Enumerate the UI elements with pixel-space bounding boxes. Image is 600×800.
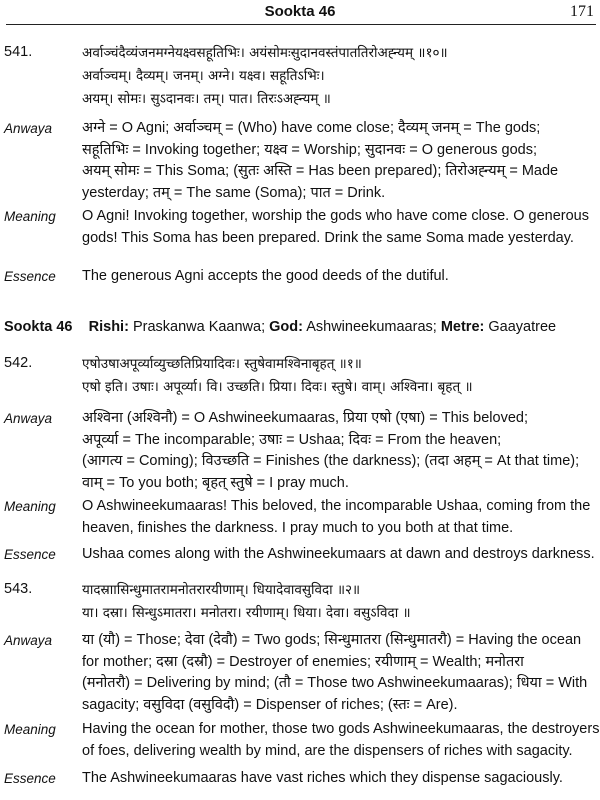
essence-text [82, 266, 592, 288]
text-line: अपूर्व्या = The incomparable; उषाः = Ushaa; दिवः = From the heaven; [82, 431, 502, 448]
meaning-label: Meaning [4, 499, 56, 514]
text-line: O Ashwineekumaaras! This beloved, the incomparable Ushaa, coming from the [82, 498, 591, 514]
meaning-text [82, 496, 592, 539]
metre-name: Gaayatree [488, 319, 557, 335]
verse-text-line: अर्वाञ्चंदैव्यंजनमग्नेयक्ष्वसहूतिभिः। अयंसोमःसुदानवस्तंपाततिरोअह्न्यम् ॥१०॥ [82, 45, 448, 61]
text-line: अश्विना (अश्विनौ) = O Ashwineekumaaras, प्रिया एषो (एषा) = This beloved; [82, 410, 528, 426]
verse-text-line: एषोउषाअपूर्व्याव्युच्छतिप्रियादिवः। स्तुषेवामश्विनाबृहत् ॥१॥ [82, 356, 362, 372]
padapatha-line: या। दस्रा। सिन्धुऽमातरा। मनोतरा। रयीणाम्। धिया। देवा। वसुऽविदा ॥ [82, 605, 411, 621]
essence-text [82, 768, 592, 790]
text-line: Ushaa comes along with the Ashwineekumaars at dawn and destroys darkness. [82, 546, 595, 562]
text-line: gods! This Soma has been prepared. Drink the same Soma made yesterday. [82, 229, 574, 246]
meaning-label: Meaning [4, 209, 56, 224]
text-line: अग्ने = O Agni; अर्वाञ्चम् = (Who) have come close; दैव्यम् जनम् = The gods; [82, 120, 541, 136]
anwaya-text [82, 630, 592, 716]
sookta-number: Sookta 46 [4, 319, 73, 335]
anwaya-label: Anwaya [4, 633, 53, 648]
header-rule [6, 24, 596, 25]
essence-label: Essence [4, 771, 56, 786]
anwaya-text [82, 118, 592, 204]
verse-number: 541. [4, 44, 33, 60]
padapatha-line: एषो इति। उषाः। अपूर्व्या। वि। उच्छति। प्रिया। दिवः। स्तुषे। वाम्। अश्विना। बृहत् ॥ [82, 379, 473, 395]
text-line: yesterday; तम् = The same (Soma); पात = Drink. [82, 184, 386, 201]
running-title: Sookta 46 [264, 3, 336, 20]
anwaya-text [82, 408, 592, 494]
essence-label: Essence [4, 547, 56, 562]
text-line: O Agni! Invoking together, worship the gods who have come close. O generous [82, 208, 589, 224]
text-line: The generous Agni accepts the good deeds of the dutiful. [82, 268, 449, 284]
anwaya-label: Anwaya [4, 121, 53, 136]
text-line: सहूतिभिः = Invoking together; यक्ष्व = Worship; सुदानवः = O generous gods; [82, 141, 537, 158]
rishi-label: Rishi: [88, 319, 129, 335]
padapatha-line: अर्वाञ्चम्। दैव्यम्। जनम्। अग्ने। यक्ष्व। सहूतिऽभिः। [82, 68, 325, 84]
text-line: of foes, delivering wealth by mind, are the dispensers of riches with sagacity. [82, 742, 573, 759]
verse-number: 543. [4, 581, 33, 597]
essence-label: Essence [4, 269, 56, 284]
text-line: अयम् सोमः = This Soma; (सुतः अस्ति = Has been prepared); तिरोअह्न्यम् = Made [82, 163, 559, 179]
anwaya-label: Anwaya [4, 411, 53, 426]
text-line: for mother; दस्रा (दस्रौ) = Destroyer of enemies; रयीणाम् = Wealth; मनोतरा [82, 653, 524, 670]
text-line: The Ashwineekumaaras have vast riches which they dispense sagaciously. [82, 770, 563, 786]
page-header [0, 0, 600, 24]
text-line: (आगत्य = Coming); विउच्छति = Finishes (the darkness); (तदा अहम् = At that time); [82, 453, 580, 469]
meaning-text [82, 719, 600, 762]
god-name: Ashwineekumaaras; [306, 319, 437, 335]
essence-text [82, 544, 595, 566]
verse-number: 542. [4, 355, 33, 371]
page-number: 171 [570, 3, 594, 20]
text-line: sagacity; वसुविदा (वसुविदौ) = Dispenser of riches; (स्तः = Are). [82, 696, 458, 713]
rishi-name: Praskanwa Kaanwa; [132, 319, 266, 335]
text-line: heaven, finishes the darkness. I pray much to you both at that time. [82, 519, 514, 536]
meaning-label: Meaning [4, 722, 56, 737]
metre-label: Metre: [440, 319, 485, 335]
text-line: वाम् = To you both; बृहत् स्तुषे = I pray much. [82, 474, 349, 491]
padapatha-line: अयम्। सोमः। सुऽदानवः। तम्। पात। तिरःऽअह्न्यम् ॥ [82, 91, 331, 107]
text-line: (मनोतरौ) = Delivering by mind; (तौ = Those two Ashwineekumaaras); धिया = With [82, 675, 588, 691]
god-label: God: [269, 319, 303, 335]
verse-text-line: यादस्राासिन्धुमातरामनोतरारयीणाम्। धियादेवावसुविदा ॥२॥ [82, 582, 361, 598]
text-line: या (यौ) = Those; देवा (देवौ) = Two gods; सिन्धुमातरा (सिन्धुमातरौ) = Having the ocean [82, 632, 582, 648]
meaning-text [82, 206, 592, 249]
text-line: Having the ocean for mother, those two gods Ashwineekumaaras, the destroyers [82, 721, 600, 737]
sookta-heading [4, 319, 556, 335]
